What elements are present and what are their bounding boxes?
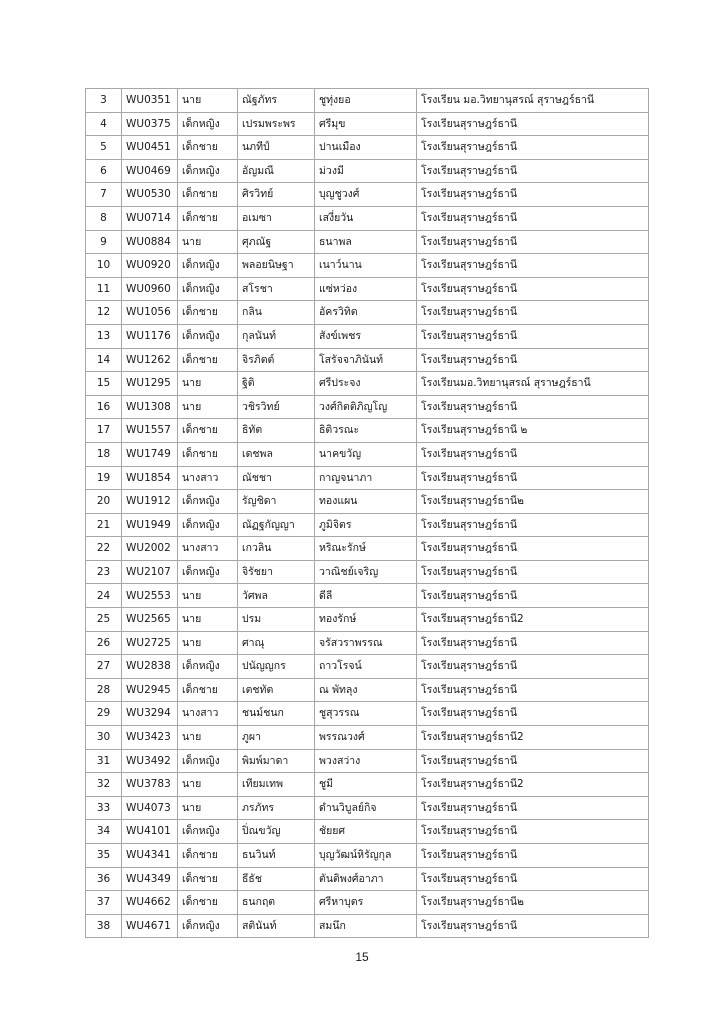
row-number-cell: 19 — [86, 466, 122, 490]
student-id-cell: WU4671 — [122, 914, 178, 938]
student-id-cell: WU2553 — [122, 584, 178, 608]
school-name-cell: โรงเรียนสุราษฎร์ธานี — [417, 206, 649, 230]
school-name-cell: โรงเรียนมอ.วิทยานุสรณ์ สุราษฎร์ธานี — [417, 372, 649, 396]
first-name-cell: เดชพล — [238, 442, 315, 466]
student-id-cell: WU0884 — [122, 230, 178, 254]
school-name-cell: โรงเรียนสุราษฎร์ธานี — [417, 678, 649, 702]
title-prefix-cell: นาย — [178, 726, 238, 750]
title-prefix-cell: เด็กชาย — [178, 844, 238, 868]
table-row — [86, 136, 649, 160]
title-prefix-cell: เด็กชาย — [178, 301, 238, 325]
last-name-cell: ดีลี — [315, 584, 417, 608]
student-id-cell: WU2107 — [122, 560, 178, 584]
table-row — [86, 702, 649, 726]
first-name-cell: ธนกฤต — [238, 891, 315, 915]
title-prefix-cell: เด็กหญิง — [178, 820, 238, 844]
row-number-cell: 37 — [86, 891, 122, 915]
row-number-cell: 26 — [86, 631, 122, 655]
student-id-cell: WU2945 — [122, 678, 178, 702]
last-name-cell: ถาวโรจน์ — [315, 655, 417, 679]
first-name-cell: เกวลิน — [238, 537, 315, 561]
student-id-cell: WU3783 — [122, 773, 178, 797]
school-name-cell: โรงเรียนสุราษฎร์ธานี — [417, 254, 649, 278]
title-prefix-cell: เด็กชาย — [178, 136, 238, 160]
first-name-cell: ภูผา — [238, 726, 315, 750]
last-name-cell: ชูสุวรรณ — [315, 702, 417, 726]
row-number-cell: 35 — [86, 844, 122, 868]
title-prefix-cell: เด็กหญิง — [178, 277, 238, 301]
school-name-cell: โรงเรียนสุราษฎร์ธานี ๒ — [417, 419, 649, 443]
title-prefix-cell: นาย — [178, 608, 238, 632]
title-prefix-cell: เด็กหญิง — [178, 914, 238, 938]
table-row — [86, 206, 649, 230]
last-name-cell: บุญวัฒน์หิรัญกุล — [315, 844, 417, 868]
school-name-cell: โรงเรียน มอ.วิทยานุสรณ์ สุราษฎร์ธานี — [417, 89, 649, 113]
row-number-cell: 30 — [86, 726, 122, 750]
row-number-cell: 34 — [86, 820, 122, 844]
first-name-cell: ชนม์ชนก — [238, 702, 315, 726]
table-row — [86, 324, 649, 348]
last-name-cell: ศรีหาบุตร — [315, 891, 417, 915]
student-id-cell: WU3294 — [122, 702, 178, 726]
title-prefix-cell: เด็กชาย — [178, 678, 238, 702]
title-prefix-cell: เด็กหญิง — [178, 324, 238, 348]
first-name-cell: ฐิติ — [238, 372, 315, 396]
school-name-cell: โรงเรียนสุราษฎร์ธานี — [417, 466, 649, 490]
table-row — [86, 466, 649, 490]
school-name-cell: โรงเรียนสุราษฎร์ธานี — [417, 560, 649, 584]
title-prefix-cell: เด็กชาย — [178, 206, 238, 230]
last-name-cell: เสงี่ยวัน — [315, 206, 417, 230]
row-number-cell: 20 — [86, 490, 122, 514]
title-prefix-cell: นาย — [178, 89, 238, 113]
last-name-cell: ทองแผน — [315, 490, 417, 514]
title-prefix-cell: เด็กชาย — [178, 867, 238, 891]
last-name-cell: จรัสวราพรรณ — [315, 631, 417, 655]
title-prefix-cell: เด็กชาย — [178, 348, 238, 372]
title-prefix-cell: เด็กชาย — [178, 891, 238, 915]
student-id-cell: WU1262 — [122, 348, 178, 372]
first-name-cell: เปรมพระพร — [238, 112, 315, 136]
title-prefix-cell: เด็กหญิง — [178, 560, 238, 584]
last-name-cell: ณ พัทลุง — [315, 678, 417, 702]
school-name-cell: โรงเรียนสุราษฎร์ธานี — [417, 537, 649, 561]
table-row — [86, 537, 649, 561]
student-id-cell: WU3423 — [122, 726, 178, 750]
table-body — [86, 89, 649, 938]
last-name-cell: ชูทุ่งยอ — [315, 89, 417, 113]
first-name-cell: กลิน — [238, 301, 315, 325]
title-prefix-cell: เด็กหญิง — [178, 254, 238, 278]
student-id-cell: WU1912 — [122, 490, 178, 514]
student-id-cell: WU1056 — [122, 301, 178, 325]
first-name-cell: รัญชิดา — [238, 490, 315, 514]
student-id-cell: WU3492 — [122, 749, 178, 773]
title-prefix-cell: เด็กหญิง — [178, 513, 238, 537]
last-name-cell: ศรีมุข — [315, 112, 417, 136]
school-name-cell: โรงเรียนสุราษฎร์ธานี — [417, 820, 649, 844]
school-name-cell: โรงเรียนสุราษฎร์ธานี — [417, 159, 649, 183]
last-name-cell: ภูมิจิตร — [315, 513, 417, 537]
first-name-cell: วัศพล — [238, 584, 315, 608]
title-prefix-cell: เด็กชาย — [178, 419, 238, 443]
row-number-cell: 10 — [86, 254, 122, 278]
table-row — [86, 560, 649, 584]
row-number-cell: 32 — [86, 773, 122, 797]
student-id-cell: WU0469 — [122, 159, 178, 183]
first-name-cell: อัญมณี — [238, 159, 315, 183]
school-name-cell: โรงเรียนสุราษฎร์ธานี — [417, 702, 649, 726]
row-number-cell: 27 — [86, 655, 122, 679]
first-name-cell: จิรัชยา — [238, 560, 315, 584]
school-name-cell: โรงเรียนสุราษฎร์ธานี — [417, 112, 649, 136]
school-name-cell: โรงเรียนสุราษฎร์ธานี — [417, 277, 649, 301]
row-number-cell: 5 — [86, 136, 122, 160]
student-id-cell: WU0960 — [122, 277, 178, 301]
row-number-cell: 12 — [86, 301, 122, 325]
school-name-cell: โรงเรียนสุราษฎร์ธานี — [417, 584, 649, 608]
student-id-cell: WU2002 — [122, 537, 178, 561]
last-name-cell: วาณิชย์เจริญ — [315, 560, 417, 584]
title-prefix-cell: นางสาว — [178, 702, 238, 726]
school-name-cell: โรงเรียนสุราษฎร์ธานี — [417, 513, 649, 537]
title-prefix-cell: เด็กหญิง — [178, 159, 238, 183]
student-id-cell: WU0451 — [122, 136, 178, 160]
student-id-cell: WU1749 — [122, 442, 178, 466]
student-id-cell: WU0920 — [122, 254, 178, 278]
first-name-cell: ภรภัทร — [238, 796, 315, 820]
table-row — [86, 513, 649, 537]
table-row — [86, 820, 649, 844]
row-number-cell: 11 — [86, 277, 122, 301]
school-name-cell: โรงเรียนสุราษฎร์ธานี — [417, 324, 649, 348]
row-number-cell: 29 — [86, 702, 122, 726]
school-name-cell: โรงเรียนสุราษฎร์ธานี — [417, 749, 649, 773]
student-id-cell: WU1557 — [122, 419, 178, 443]
student-id-cell: WU2838 — [122, 655, 178, 679]
last-name-cell: บุญชูวงศ์ — [315, 183, 417, 207]
page-number: 15 — [355, 950, 369, 964]
table-row — [86, 631, 649, 655]
row-number-cell: 23 — [86, 560, 122, 584]
table-row — [86, 419, 649, 443]
student-id-cell: WU4073 — [122, 796, 178, 820]
table-row — [86, 773, 649, 797]
table-row — [86, 254, 649, 278]
table-row — [86, 608, 649, 632]
last-name-cell: เนาว์นาน — [315, 254, 417, 278]
last-name-cell: ชูมี — [315, 773, 417, 797]
row-number-cell: 38 — [86, 914, 122, 938]
student-id-cell: WU4662 — [122, 891, 178, 915]
table-row — [86, 726, 649, 750]
first-name-cell: นภทีป์ — [238, 136, 315, 160]
row-number-cell: 21 — [86, 513, 122, 537]
first-name-cell: ณัชชา — [238, 466, 315, 490]
school-name-cell: โรงเรียนสุราษฎร์ธานี — [417, 631, 649, 655]
last-name-cell: สังข์เพชร — [315, 324, 417, 348]
table-row — [86, 301, 649, 325]
row-number-cell: 13 — [86, 324, 122, 348]
table-row — [86, 749, 649, 773]
row-number-cell: 18 — [86, 442, 122, 466]
first-name-cell: ณัฏฐกัญญา — [238, 513, 315, 537]
school-name-cell: โรงเรียนสุราษฎร์ธานี — [417, 183, 649, 207]
first-name-cell: ปนัญญกร — [238, 655, 315, 679]
table-row — [86, 159, 649, 183]
first-name-cell: กุลนันท์ — [238, 324, 315, 348]
student-id-cell: WU1949 — [122, 513, 178, 537]
school-name-cell: โรงเรียนสุราษฎร์ธานี — [417, 230, 649, 254]
school-name-cell: โรงเรียนสุราษฎร์ธานี — [417, 655, 649, 679]
table-row — [86, 277, 649, 301]
title-prefix-cell: นาย — [178, 230, 238, 254]
first-name-cell: เทียมเทพ — [238, 773, 315, 797]
title-prefix-cell: เด็กชาย — [178, 183, 238, 207]
first-name-cell: ปรม — [238, 608, 315, 632]
first-name-cell: ธิทัต — [238, 419, 315, 443]
title-prefix-cell: นาย — [178, 584, 238, 608]
row-number-cell: 6 — [86, 159, 122, 183]
school-name-cell: โรงเรียนสุราษฎร์ธานี — [417, 348, 649, 372]
row-number-cell: 7 — [86, 183, 122, 207]
title-prefix-cell: เด็กหญิง — [178, 490, 238, 514]
table-row — [86, 655, 649, 679]
last-name-cell: ตันติพงศ์อาภา — [315, 867, 417, 891]
title-prefix-cell: นางสาว — [178, 466, 238, 490]
title-prefix-cell: เด็กหญิง — [178, 655, 238, 679]
last-name-cell: ดำนวิบูลย์กิจ — [315, 796, 417, 820]
first-name-cell: พลอยนิษฐา — [238, 254, 315, 278]
first-name-cell: วชิรวิทย์ — [238, 395, 315, 419]
student-table — [85, 88, 649, 938]
school-name-cell: โรงเรียนสุราษฎร์ธานี๒ — [417, 891, 649, 915]
row-number-cell: 22 — [86, 537, 122, 561]
table-row — [86, 112, 649, 136]
student-id-cell: WU4341 — [122, 844, 178, 868]
first-name-cell: ณัฐภัทร — [238, 89, 315, 113]
table-row — [86, 796, 649, 820]
row-number-cell: 24 — [86, 584, 122, 608]
school-name-cell: โรงเรียนสุราษฎร์ธานี — [417, 442, 649, 466]
school-name-cell: โรงเรียนสุราษฎร์ธานี๒ — [417, 490, 649, 514]
table-row — [86, 891, 649, 915]
first-name-cell: อเมซา — [238, 206, 315, 230]
student-id-cell: WU0351 — [122, 89, 178, 113]
last-name-cell: ทองรักษ์ — [315, 608, 417, 632]
last-name-cell: สมนึก — [315, 914, 417, 938]
table-row — [86, 89, 649, 113]
first-name-cell: ศาณุ — [238, 631, 315, 655]
first-name-cell: ศุภณัฐ — [238, 230, 315, 254]
last-name-cell: ธิติวรณะ — [315, 419, 417, 443]
title-prefix-cell: นางสาว — [178, 537, 238, 561]
first-name-cell: ธีธัช — [238, 867, 315, 891]
title-prefix-cell: นาย — [178, 395, 238, 419]
student-id-cell: WU2725 — [122, 631, 178, 655]
row-number-cell: 16 — [86, 395, 122, 419]
row-number-cell: 33 — [86, 796, 122, 820]
last-name-cell: ธนาพล — [315, 230, 417, 254]
title-prefix-cell: นาย — [178, 372, 238, 396]
row-number-cell: 36 — [86, 867, 122, 891]
student-id-cell: WU1176 — [122, 324, 178, 348]
school-name-cell: โรงเรียนสุราษฎร์ธานี2 — [417, 608, 649, 632]
first-name-cell: ธนวินท์ — [238, 844, 315, 868]
last-name-cell: แซ่หว่อง — [315, 277, 417, 301]
first-name-cell: สตินันท์ — [238, 914, 315, 938]
school-name-cell: โรงเรียนสุราษฎร์ธานี — [417, 136, 649, 160]
table-row — [86, 183, 649, 207]
first-name-cell: พิมพ์มาดา — [238, 749, 315, 773]
first-name-cell: เตชทัต — [238, 678, 315, 702]
row-number-cell: 15 — [86, 372, 122, 396]
table-row — [86, 914, 649, 938]
student-id-cell: WU4101 — [122, 820, 178, 844]
row-number-cell: 9 — [86, 230, 122, 254]
school-name-cell: โรงเรียนสุราษฎร์ธานี — [417, 867, 649, 891]
last-name-cell: ม่วงมี — [315, 159, 417, 183]
last-name-cell: วงศ์กิตติภิญโญ — [315, 395, 417, 419]
last-name-cell: พรรณวงศ์ — [315, 726, 417, 750]
row-number-cell: 31 — [86, 749, 122, 773]
row-number-cell: 8 — [86, 206, 122, 230]
table-row — [86, 584, 649, 608]
row-number-cell: 4 — [86, 112, 122, 136]
school-name-cell: โรงเรียนสุราษฎร์ธานี — [417, 796, 649, 820]
row-number-cell: 28 — [86, 678, 122, 702]
table-row — [86, 442, 649, 466]
last-name-cell: ชัยยศ — [315, 820, 417, 844]
student-id-cell: WU0530 — [122, 183, 178, 207]
student-id-cell: WU4349 — [122, 867, 178, 891]
student-id-cell: WU2565 — [122, 608, 178, 632]
row-number-cell: 17 — [86, 419, 122, 443]
last-name-cell: อัครวิทิต — [315, 301, 417, 325]
last-name-cell: กาญจนาภา — [315, 466, 417, 490]
school-name-cell: โรงเรียนสุราษฎร์ธานี2 — [417, 773, 649, 797]
row-number-cell: 14 — [86, 348, 122, 372]
student-id-cell: WU0375 — [122, 112, 178, 136]
first-name-cell: จิรภิตต์ — [238, 348, 315, 372]
table-row — [86, 372, 649, 396]
title-prefix-cell: นาย — [178, 796, 238, 820]
table-row — [86, 490, 649, 514]
title-prefix-cell: นาย — [178, 773, 238, 797]
last-name-cell: พวงสว่าง — [315, 749, 417, 773]
title-prefix-cell: นาย — [178, 631, 238, 655]
school-name-cell: โรงเรียนสุราษฎร์ธานี — [417, 301, 649, 325]
table-row — [86, 395, 649, 419]
first-name-cell: ศิรวิทย์ — [238, 183, 315, 207]
table-row — [86, 230, 649, 254]
school-name-cell: โรงเรียนสุราษฎร์ธานี — [417, 395, 649, 419]
student-id-cell: WU0714 — [122, 206, 178, 230]
table-row — [86, 844, 649, 868]
school-name-cell: โรงเรียนสุราษฎร์ธานี — [417, 844, 649, 868]
first-name-cell: สโรชา — [238, 277, 315, 301]
title-prefix-cell: เด็กหญิง — [178, 112, 238, 136]
last-name-cell: โสรัจจาภินันท์ — [315, 348, 417, 372]
first-name-cell: ปิ่ณขวัญ — [238, 820, 315, 844]
row-number-cell: 3 — [86, 89, 122, 113]
title-prefix-cell: เด็กหญิง — [178, 749, 238, 773]
student-id-cell: WU1308 — [122, 395, 178, 419]
last-name-cell: ศรีประจง — [315, 372, 417, 396]
student-id-cell: WU1854 — [122, 466, 178, 490]
row-number-cell: 25 — [86, 608, 122, 632]
school-name-cell: โรงเรียนสุราษฎร์ธานี — [417, 914, 649, 938]
student-id-cell: WU1295 — [122, 372, 178, 396]
table-row — [86, 348, 649, 372]
table-row — [86, 867, 649, 891]
title-prefix-cell: เด็กชาย — [178, 442, 238, 466]
table-row — [86, 678, 649, 702]
last-name-cell: หริณะรักษ์ — [315, 537, 417, 561]
last-name-cell: ปานเมือง — [315, 136, 417, 160]
school-name-cell: โรงเรียนสุราษฎร์ธานี2 — [417, 726, 649, 750]
last-name-cell: นาคขวัญ — [315, 442, 417, 466]
